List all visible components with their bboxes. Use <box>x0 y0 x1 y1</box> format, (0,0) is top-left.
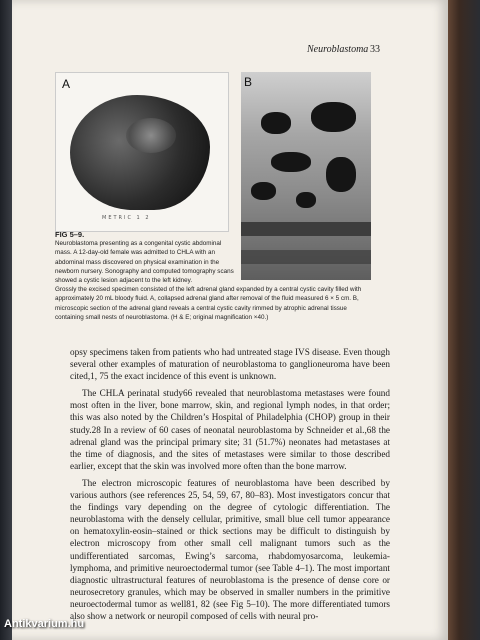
tissue-nest <box>261 112 291 134</box>
paragraph-2: The CHLA perinatal study66 revealed that neuroblastoma metastases were found most often in the liver, bone marrow, skin, and regional lymph nodes, in that order; this was also noted by the Children’s Hospital of Philadelphia (CHOP) group in their study.28 In a review of 60 cases of neonatal neuroblastoma by Schneider et al.,68 the adrenal gland was the principal primary site; 31 (51.7%) neonates had metastases at the time of diagnosis, and the sites of metastases were similar to those described earlier, except that the skin was involved more often than the bone marrow. <box>70 388 390 471</box>
specimen-photo <box>70 95 210 210</box>
panel-b-label: B <box>244 75 253 89</box>
panel-a-label: A <box>62 77 71 91</box>
page-number: 33 <box>370 44 380 55</box>
watermark: Antikvarium.hu <box>4 618 85 630</box>
caption-wide: Grossly the excised specimen consisted of the left adrenal gland expanded by a central cystic cavity filled with approximately 20 mL bloody fluid. A, collapsed adrenal gland after removal of the fluid measured 6 × 5 cm. B, microscopic section of the adrenal gland reveals a central cystic cavity rimmed by atrophic adrenal tissue containing small nests of neuroblastoma. (H & E; original magnification ×40.) <box>55 286 362 321</box>
running-title: Neuroblastoma <box>307 44 369 55</box>
paragraph-3: The electron microscopic features of neuroblastoma have been described by various authors (see references 25, 54, 59, 67, 80–83). Most investigators concur that the findings vary depending on the degree of cytologic differentiation. The neuroblastoma with the densely cellular, primitive, small blue cell tumor appearance on hematoxylin-eosin–stained or thick sections may be difficult to distinguish by electron microscopy from other small cell malignant tumors such as the undifferentiated sarcomas, Ewing’s sarcoma, rhabdomyosarcoma, leukemia-lymphoma, and primitive neuroectodermal tumor (see Table 4–1). The most important diagnostic ultrastructural features of neuroblastoma is the presence of dense core or neurosecretory granules, which may be observed in smaller numbers in the primitive neuroectodermal tumor as well81, 82 (see Fig 5–10). The more differentiated tumors also show a network or neuropil composed of cells with neural pro- <box>70 477 390 621</box>
tissue-nest <box>311 102 356 132</box>
tissue-nest <box>296 192 316 208</box>
body-text <box>70 346 390 622</box>
figure-caption <box>55 230 375 322</box>
metric-ruler: METRIC 1 2 <box>102 215 151 221</box>
book-page <box>12 0 448 640</box>
tissue-nest <box>326 157 356 192</box>
paragraph-1: opsy specimens taken from patients who had untreated stage IVS disease. Even though several other examples of maturation of neuroblastoma to ganglioneuroma have been cited,1, 75 the exact incidence of this event is unknown. <box>70 347 390 382</box>
caption-narrow: Neuroblastoma presenting as a congenital cystic abdominal mass. A 12-day-old female was admitted to CHLA with an abdominal mass discovered on physical examination in the newborn nursery. Sonography and computed tomography scans showed a cystic lesion adjacent to the left kidney. <box>55 240 234 285</box>
specimen-highlight <box>126 118 176 153</box>
tissue-nest <box>251 182 276 200</box>
figure-panel-a <box>55 72 229 232</box>
book-edge <box>445 0 480 640</box>
figure-id: FIG 5–9. <box>55 230 85 239</box>
book-spine <box>0 0 12 640</box>
tissue-nest <box>271 152 311 172</box>
